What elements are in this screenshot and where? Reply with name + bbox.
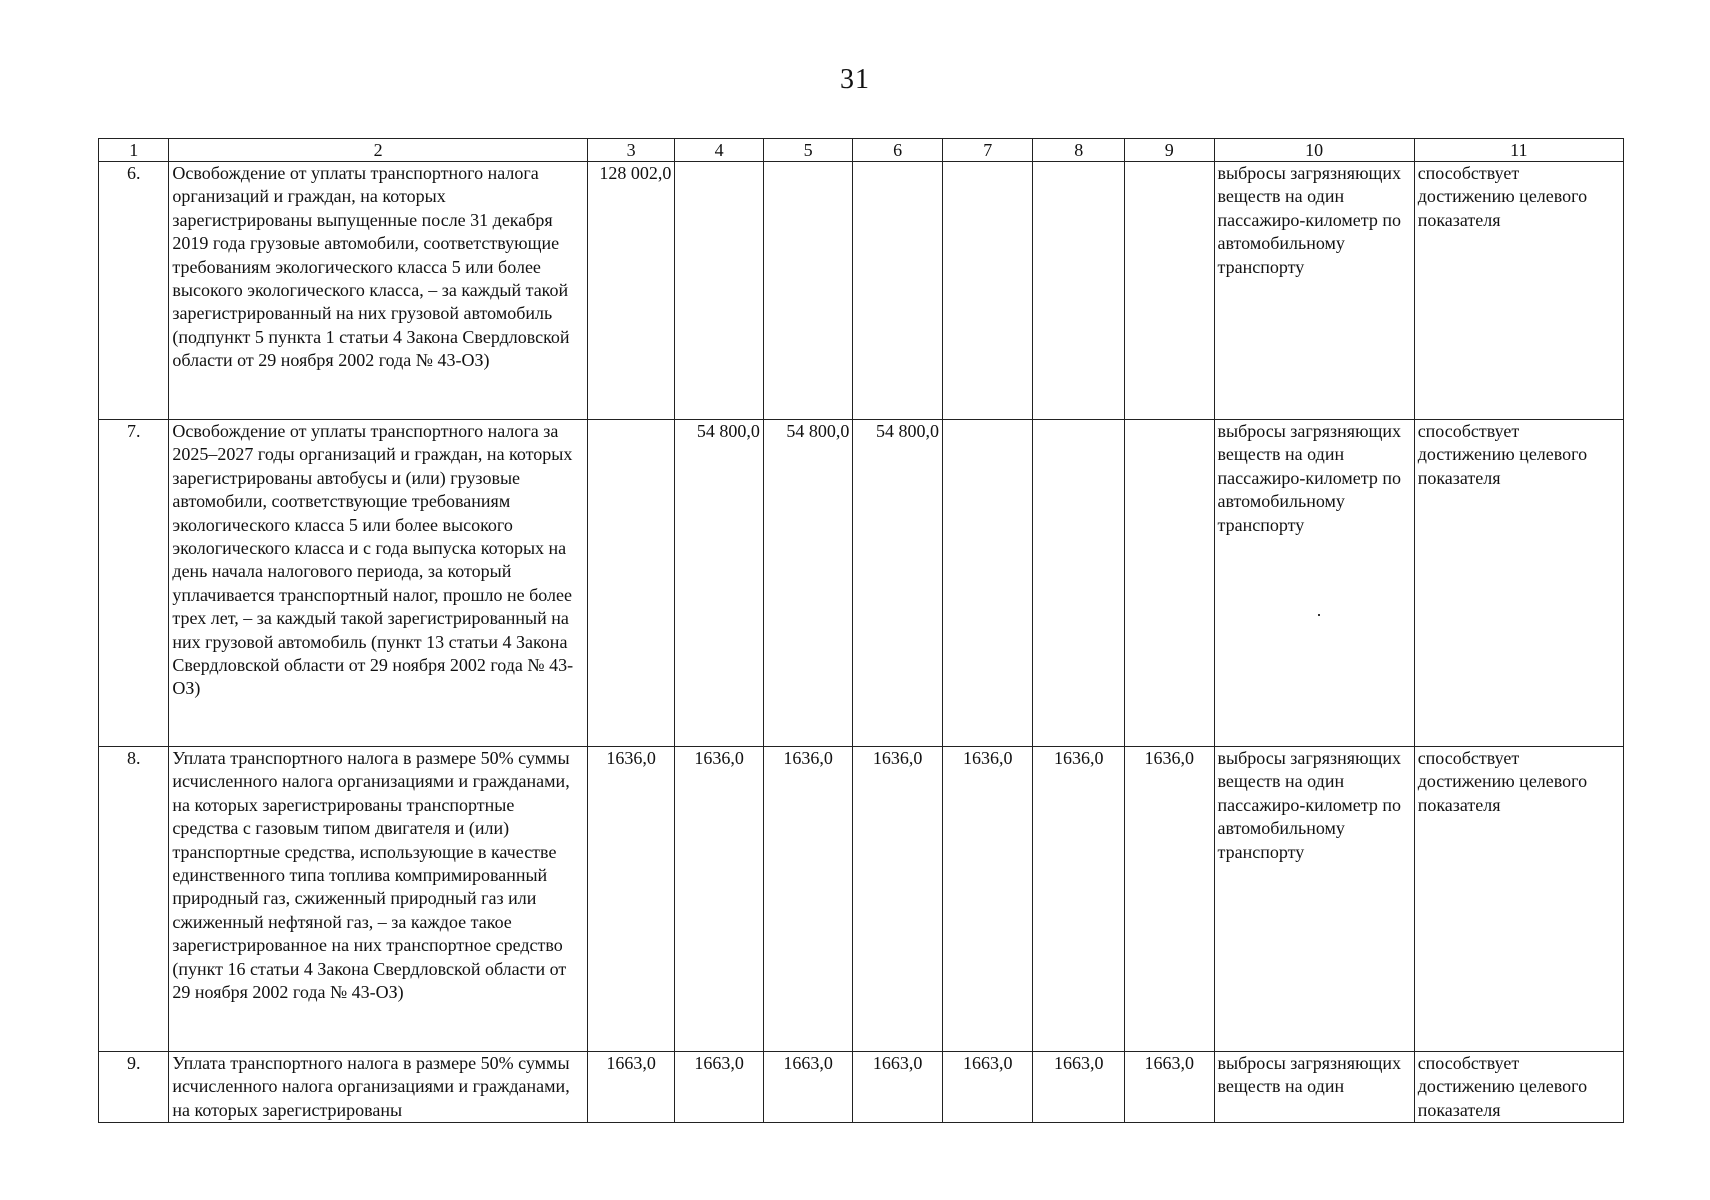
row-indicator: выбросы загрязняющих веществ на один пассажиро-километр по автомобильному транспорту <box>1214 747 1414 1052</box>
header-col-11: 11 <box>1414 139 1623 162</box>
table-header-row <box>99 139 1624 162</box>
table-row <box>99 1052 1624 1123</box>
value-col-7: 1636,0 <box>942 747 1033 1052</box>
value-col-8 <box>1033 162 1125 420</box>
value-col-5: 1636,0 <box>763 747 853 1052</box>
value-col-9: 1663,0 <box>1125 1052 1215 1123</box>
value-col-3: 1636,0 <box>587 747 675 1052</box>
value-col-4 <box>675 162 764 420</box>
value-col-7: 1663,0 <box>942 1052 1033 1123</box>
value-col-7 <box>942 420 1033 747</box>
table-row <box>99 747 1624 1052</box>
header-col-5: 5 <box>763 139 853 162</box>
row-assessment: способствует достижению целевого показателя <box>1414 420 1623 747</box>
value-col-9: 1636,0 <box>1125 747 1215 1052</box>
row-assessment: способствует достижению целевого показателя <box>1414 1052 1623 1123</box>
header-col-4: 4 <box>675 139 764 162</box>
row-number: 8. <box>99 747 169 1052</box>
row-number: 9. <box>99 1052 169 1123</box>
header-col-9: 9 <box>1125 139 1215 162</box>
value-col-5: 54 800,0 <box>763 420 853 747</box>
value-col-4: 54 800,0 <box>675 420 764 747</box>
value-col-4: 1663,0 <box>675 1052 764 1123</box>
row-indicator: выбросы загрязняющих веществ на один пассажиро-километр по автомобильному транспорту <box>1214 420 1414 747</box>
value-col-6: 1663,0 <box>853 1052 943 1123</box>
header-col-3: 3 <box>587 139 675 162</box>
row-assessment: способствует достижению целевого показателя <box>1414 747 1623 1052</box>
header-col-6: 6 <box>853 139 943 162</box>
value-col-9 <box>1125 420 1215 747</box>
tax-benefits-table <box>98 138 1624 1123</box>
value-col-5: 1663,0 <box>763 1052 853 1123</box>
value-col-6: 1636,0 <box>853 747 943 1052</box>
row-description: Освобождение от уплаты транспортного налога за 2025–2027 годы организаций и граждан, на которых зарегистрированы автобусы и (или) грузовые автомобили, соответствующие требованиям экологического класса 5 или более высокого экологического класса и с года выпуска которых на день начала налогового периода, за который уплачивается транспортный налог, прошло не более трех лет, – за каждый такой зарегистрированный на них грузовой автомобиль (пункт 13 статьи 4 Закона Свердловской области от 29 ноября 2002 года № 43-ОЗ) <box>169 420 587 747</box>
row-number: 6. <box>99 162 169 420</box>
table-row <box>99 162 1624 420</box>
value-col-3: 1663,0 <box>587 1052 675 1123</box>
page-number: 31 <box>840 64 870 95</box>
value-col-7 <box>942 162 1033 420</box>
header-col-8: 8 <box>1033 139 1125 162</box>
row-indicator: выбросы загрязняющих веществ на один пассажиро-километр по автомобильному транспорту <box>1214 162 1414 420</box>
value-col-6 <box>853 162 943 420</box>
table-row <box>99 420 1624 747</box>
scan-speck <box>1318 614 1320 616</box>
value-col-8 <box>1033 420 1125 747</box>
row-description: Уплата транспортного налога в размере 50% суммы исчисленного налога организациями и гражданами, на которых зарегистрированы <box>169 1052 587 1123</box>
row-number: 7. <box>99 420 169 747</box>
value-col-9 <box>1125 162 1215 420</box>
row-indicator: выбросы загрязняющих веществ на один <box>1214 1052 1414 1123</box>
row-description: Освобождение от уплаты транспортного налога организаций и граждан, на которых зарегистрированы выпущенные после 31 декабря 2019 года грузовые автомобили, соответствующие требованиям экологического класса 5 или более высокого экологического класса, – за каждый такой зарегистрированный на них грузовой автомобиль (подпункт 5 пункта 1 статьи 4 Закона Свердловской области от 29 ноября 2002 года № 43-ОЗ) <box>169 162 587 420</box>
value-col-5 <box>763 162 853 420</box>
header-col-10: 10 <box>1214 139 1414 162</box>
header-col-1: 1 <box>99 139 169 162</box>
header-col-2: 2 <box>169 139 587 162</box>
value-col-4: 1636,0 <box>675 747 764 1052</box>
row-description: Уплата транспортного налога в размере 50% суммы исчисленного налога организациями и гражданами, на которых зарегистрированы транспортные средства с газовым типом двигателя и (или) транспортные средства, использующие в качестве единственного типа топлива компримированный природный газ, сжиженный природный газ или сжиженный нефтяной газ, – за каждое такое зарегистрированное на них транспортное средство (пункт 16 статьи 4 Закона Свердловской области от 29 ноября 2002 года № 43-ОЗ) <box>169 747 587 1052</box>
header-col-7: 7 <box>942 139 1033 162</box>
value-col-3 <box>587 420 675 747</box>
value-col-8: 1663,0 <box>1033 1052 1125 1123</box>
value-col-8: 1636,0 <box>1033 747 1125 1052</box>
row-assessment: способствует достижению целевого показателя <box>1414 162 1623 420</box>
value-col-3: 128 002,0 <box>587 162 675 420</box>
value-col-6: 54 800,0 <box>853 420 943 747</box>
